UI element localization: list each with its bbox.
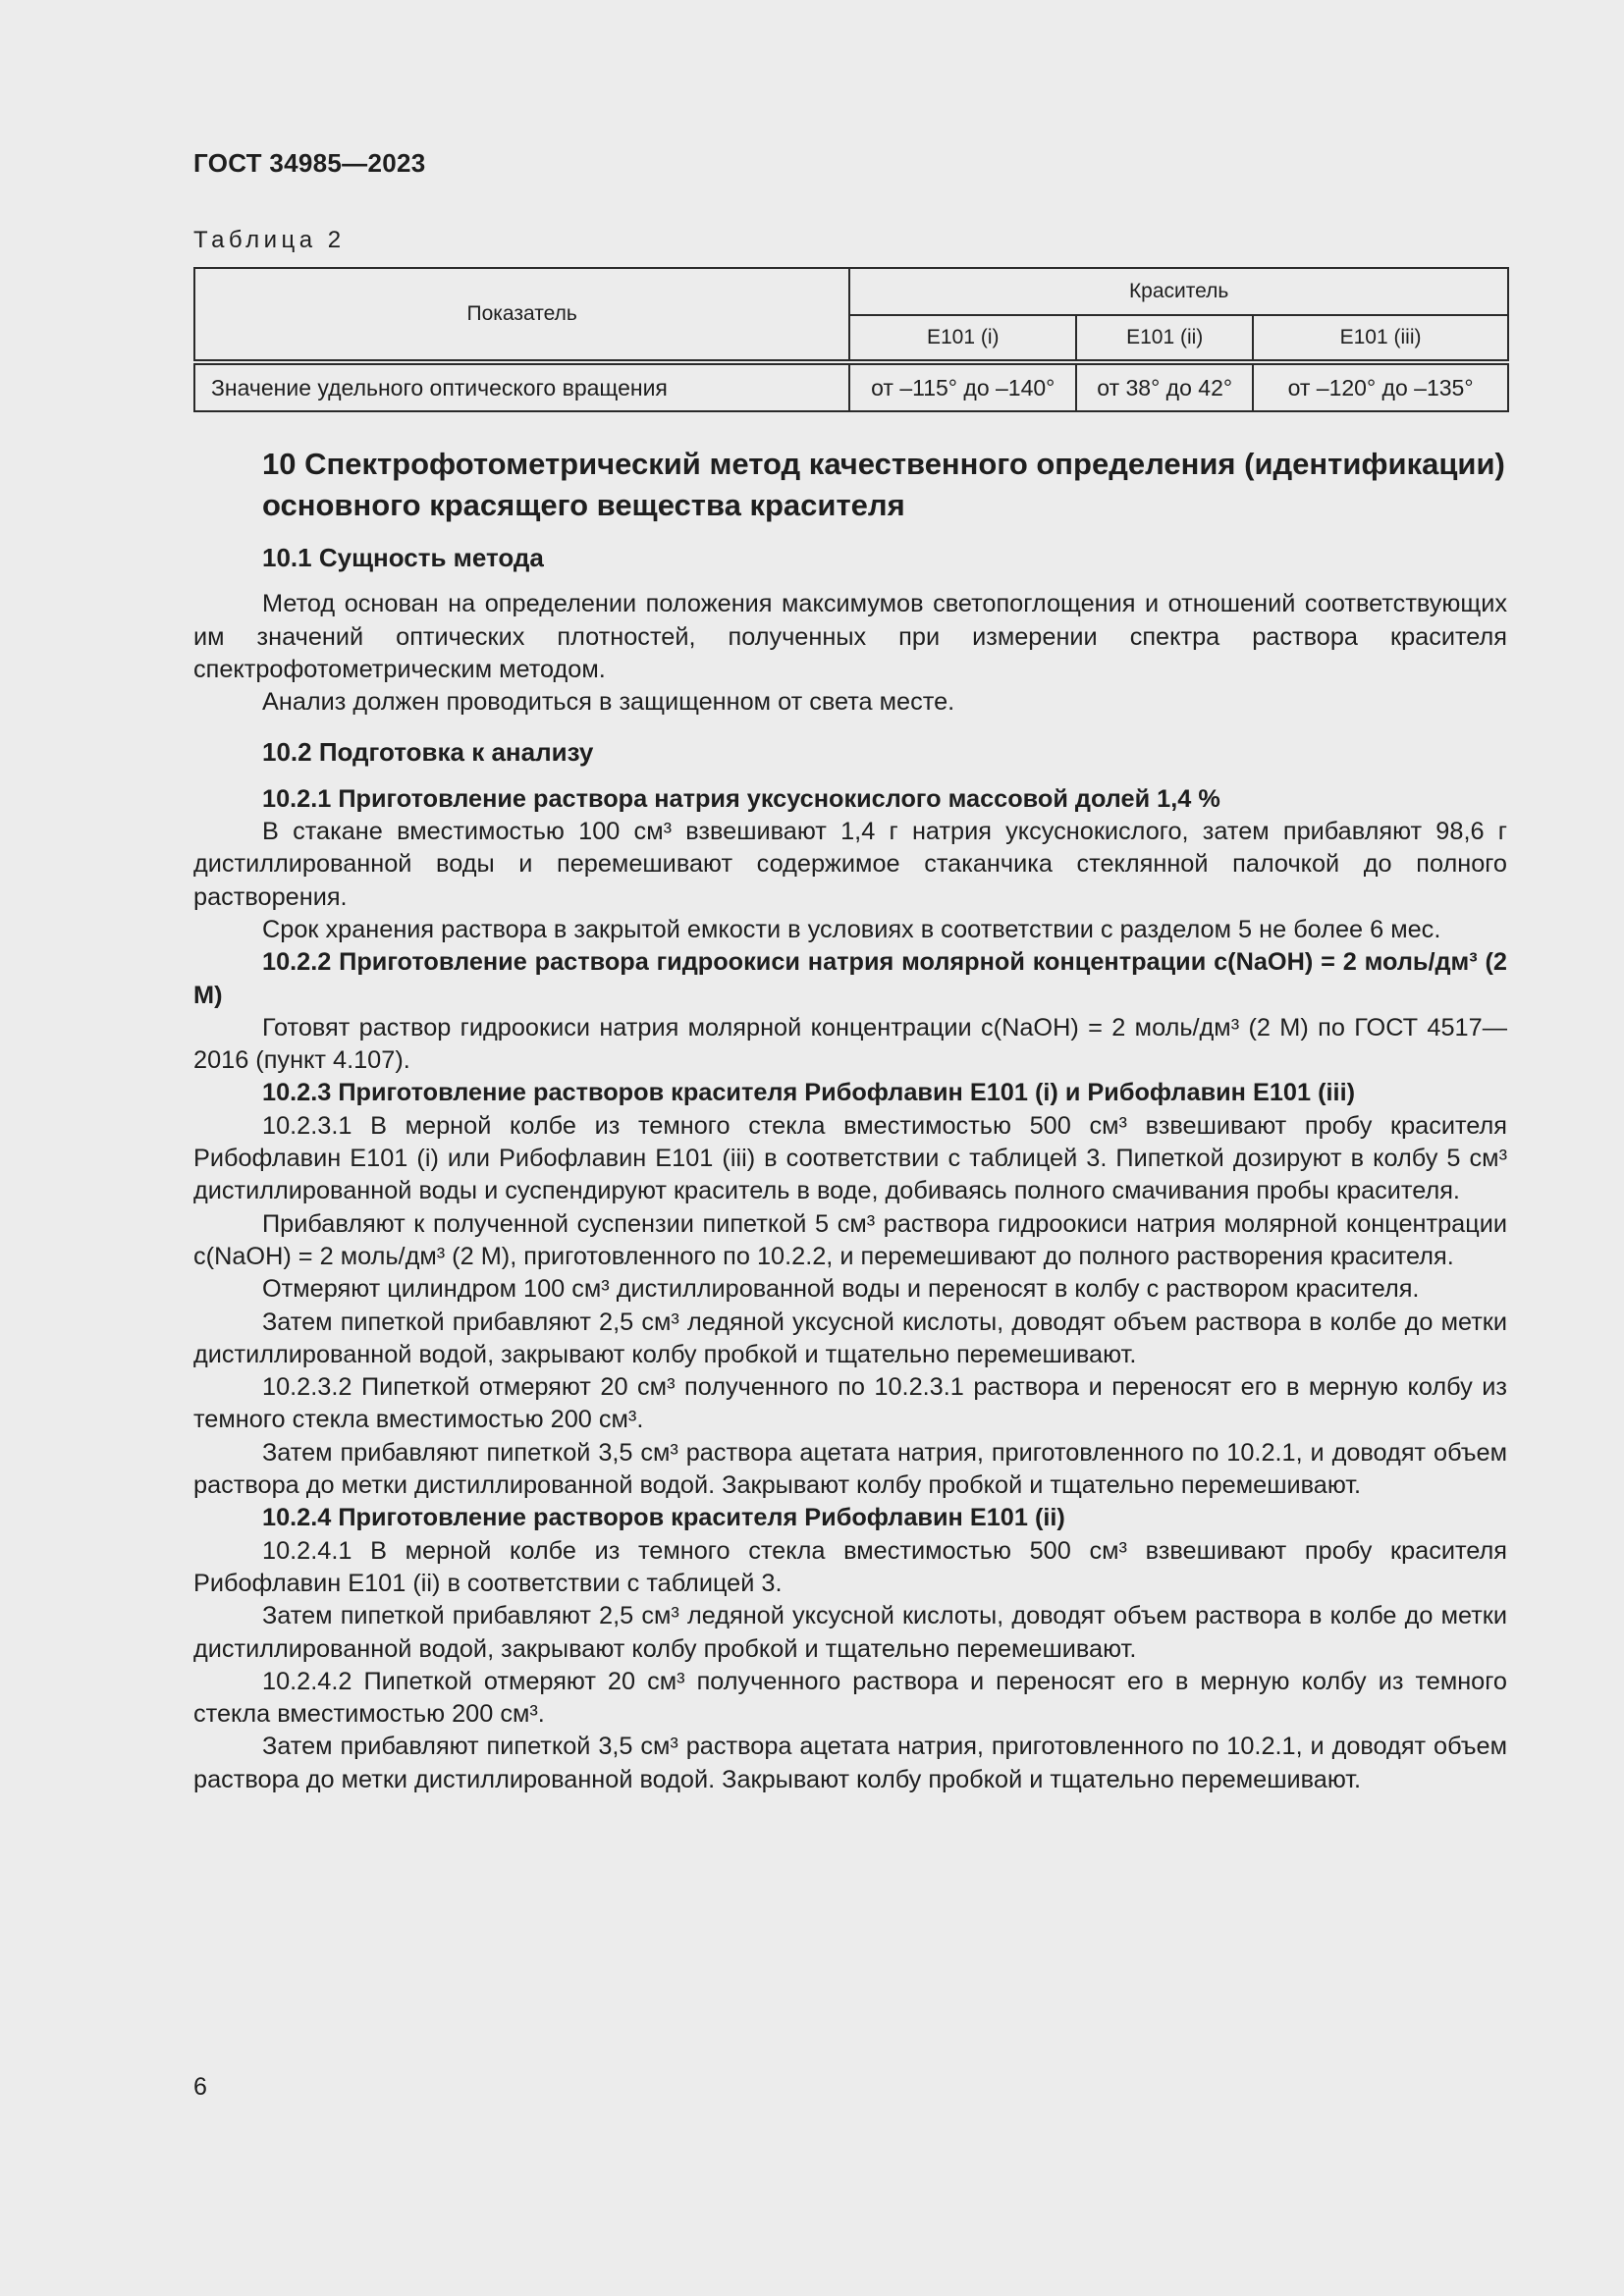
table-cell-label: Значение удельного оптического вращения — [194, 362, 849, 411]
paragraph: Затем пипеткой прибавляют 2,5 см³ ледяной уксусной кислоты, доводят объем раствора в колбе до метки дистиллированной водой, закрывают колбу пробкой и тщательно перемешивают. — [193, 1308, 1507, 1368]
paragraph: Прибавляют к полученной суспензии пипеткой 5 см³ раствора гидроокиси натрия молярной концентрации c(NaOH) = 2 моль/дм³ (2 М), приготовленного по 10.2.2, и перемешивают до полного растворения красителя. — [193, 1209, 1507, 1270]
paragraph: Готовят раствор гидроокиси натрия молярной концентрации c(NaOH) = 2 моль/дм³ (2 М) по ГОСТ 4517—2016 (пункт 4.107). — [193, 1013, 1507, 1075]
table-header-param: Показатель — [194, 268, 849, 362]
paragraph: Затем пипеткой прибавляют 2,5 см³ ледяной уксусной кислоты, доводят объем раствора в колбе до метки дистиллированной водой, закрывают колбу пробкой и тщательно перемешивают. — [193, 1602, 1507, 1663]
paragraph: Анализ должен проводиться в защищенном от света месте. — [262, 688, 955, 717]
table-cell-value: от –120° до –135° — [1253, 362, 1508, 411]
table-row — [194, 362, 1508, 411]
specs-table — [193, 267, 1509, 412]
section-heading-10-2-1: 10.2.1 Приготовление раствора натрия уксуснокислого массовой долей 1,4 % — [262, 784, 1220, 813]
section-heading-10-2-2: 10.2.2 Приготовление раствора гидроокиси натрия молярной концентрации c(NaOH) = 2 моль/дм³ (2 М) — [193, 948, 1507, 1009]
section-heading-10-2-3: 10.2.3 Приготовление растворов красителя Рибофлавин E101 (i) и Рибофлавин E101 (iii) — [262, 1079, 1356, 1107]
section-heading-10: 10 Спектрофотометрический метод качественного определения (идентификации) основного красящего вещества красителя — [262, 447, 1505, 522]
paragraph: Срок хранения раствора в закрытой емкости в условиях в соответствии с разделом 5 не более 6 мес. — [262, 915, 1441, 943]
table-header-group: Краситель — [849, 268, 1508, 315]
section-heading-10-1: 10.1 Сущность метода — [262, 543, 544, 572]
paragraph: 10.2.3.1 В мерной колбе из темного стекла вместимостью 500 см³ взвешивают пробу красителя Рибофлавин E101 (i) или Рибофлавин E101 (iii) в соответствии с таблицей 3. Пипеткой дозируют в колбу 5 см³ дистиллированной воды и суспендируют краситель в воде, добиваясь полного смачивания пробы красителя. — [193, 1111, 1507, 1205]
table-header-e101-iii: E101 (iii) — [1253, 315, 1508, 362]
paragraph: Отмеряют цилиндром 100 см³ дистиллированной воды и переносят в колбу с раствором красителя. — [262, 1275, 1420, 1304]
table-header-e101-i: E101 (i) — [849, 315, 1076, 362]
page-number: 6 — [193, 2073, 207, 2101]
document-code: ГОСТ 34985—2023 — [193, 148, 426, 178]
paragraph: 10.2.4.1 В мерной колбе из темного стекла вместимостью 500 см³ взвешивают пробу красителя Рибофлавин E101 (ii) в соответствии с таблицей 3. — [193, 1536, 1507, 1597]
table-cell-value: от 38° до 42° — [1076, 362, 1253, 411]
paragraph: В стакане вместимостью 100 см³ взвешивают 1,4 г натрия уксуснокислого, затем прибавляют 98,6 г дистиллированной воды и перемешивают содержимое стаканчика стеклянной палочкой до полного растворения. — [193, 818, 1507, 911]
table-cell-value: от –115° до –140° — [849, 362, 1076, 411]
section-heading-10-2: 10.2 Подготовка к анализу — [262, 737, 594, 768]
table-header-e101-ii: E101 (ii) — [1076, 315, 1253, 362]
section-heading-10-2-4: 10.2.4 Приготовление растворов красителя Рибофлавин E101 (ii) — [262, 1504, 1065, 1532]
document-body — [193, 444, 1507, 1796]
paragraph: 10.2.4.2 Пипеткой отмеряют 20 см³ полученного раствора и переносят его в мерную колбу из темного стекла вместимостью 200 см³. — [193, 1667, 1507, 1729]
paragraph: Метод основан на определении положения максимумов светопоглощения и отношений соответствующих им значений оптических плотностей, полученных при измерении спектра раствора красителя спектрофотометрическим методом. — [193, 590, 1507, 683]
paragraph: 10.2.3.2 Пипеткой отмеряют 20 см³ полученного по 10.2.3.1 раствора и переносят его в мерную колбу из темного стекла вместимостью 200 см³. — [193, 1373, 1507, 1434]
paragraph: Затем прибавляют пипеткой 3,5 см³ раствора ацетата натрия, приготовленного по 10.2.1, и доводят объем раствора до метки дистиллированной водой. Закрывают колбу пробкой и тщательно перемешивают. — [193, 1733, 1507, 1793]
paragraph: Затем прибавляют пипеткой 3,5 см³ раствора ацетата натрия, приготовленного по 10.2.1, и доводят объем раствора до метки дистиллированной водой. Закрывают колбу пробкой и тщательно перемешивают. — [193, 1438, 1507, 1500]
table-caption: Таблица 2 — [193, 227, 346, 253]
